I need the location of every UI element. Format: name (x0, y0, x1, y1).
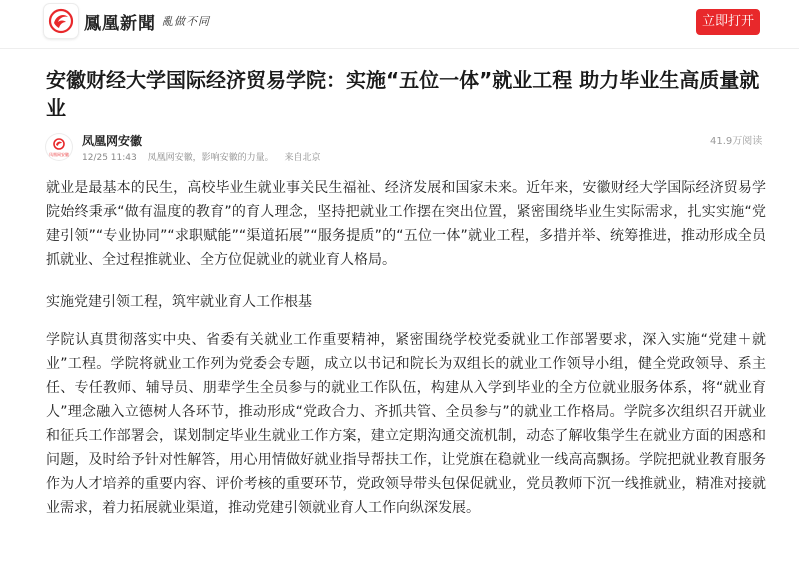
phoenix-anhui-logo-icon[interactable] (46, 134, 72, 160)
author-logo-text: 凤凰网安徽 (49, 152, 69, 157)
open-app-button[interactable]: 立即打开 (696, 9, 760, 35)
brand-name: 鳳凰新聞 (84, 14, 156, 34)
author-name[interactable]: 凤凰网安徽 (82, 134, 143, 148)
top-bar (0, 0, 799, 49)
brand-slogan: 亂做不同 (162, 15, 210, 28)
view-count: 41.9万阅读 (710, 136, 763, 147)
source-location: 来自北京 (284, 153, 321, 163)
author-meta (82, 150, 329, 163)
publish-date: 12/25 11:43 (82, 153, 137, 163)
paragraph: 学院认真贯彻落实中央、省委有关就业工作重要精神，紧密围绕学校党委就业工作部署要求，深入实施“党建＋就业”工程。学院将就业工作列为党委会专题，成立以书记和院长为双组长的就业工作领导小组，健全党政领导、系主任、专任教师、辅导员、朋辈学生全员参与的就业工作队伍，构建从入学到毕业的全方位就业服务体系，将“就业育人”理念融入立德树人各环节，推动形成“党政合力、齐抓共管、全员参与”的就业工作格局。学院多次组织召开就业和征兵工作部署会，谋划制定毕业生就业工作方案，建立定期沟通交流机制，动态了解收集学生在就业方面的困惑和问题，及时给予针对性解答，用心用情做好就业指导帮扶工作，让党旗在稳就业一线高高飘扬。学院把就业教育服务作为人才培养的重要内容、评价考核的重要环节，党政领导带头包保促就业，党员教师下沉一线推就业，精准对接就业需求，着力拓展就业渠道，推动党建引领就业育人工作向纵深发展。 (46, 332, 766, 516)
article-title: 安徽财经大学国际经济贸易学院：实施“五位一体”就业工程 助力毕业生高质量就业 (46, 68, 760, 120)
author-tagline: 凤凰网安徽，影响安徽的力量。 (147, 153, 274, 163)
paragraph: 就业是最基本的民生，高校毕业生就业事关民生福祉、经济发展和国家未来。近年来，安徽财经大学国际经济贸易学院始终秉承“做有温度的教育”的育人理念，坚持把就业工作摆在突出位置，紧密围绕毕业生实际需求，扎实实施“党建引领”“专业协同”“求职赋能”“渠道拓展”“服务提质”的“五位一体”就业工程，多措并举、统筹推进，推动形成全员抓就业、全过程推就业、全方位促就业的就业育人格局。 (46, 180, 766, 268)
section-heading: 实施党建引领工程，筑牢就业育人工作根基 (46, 294, 312, 310)
phoenix-logo-icon[interactable] (44, 4, 78, 38)
